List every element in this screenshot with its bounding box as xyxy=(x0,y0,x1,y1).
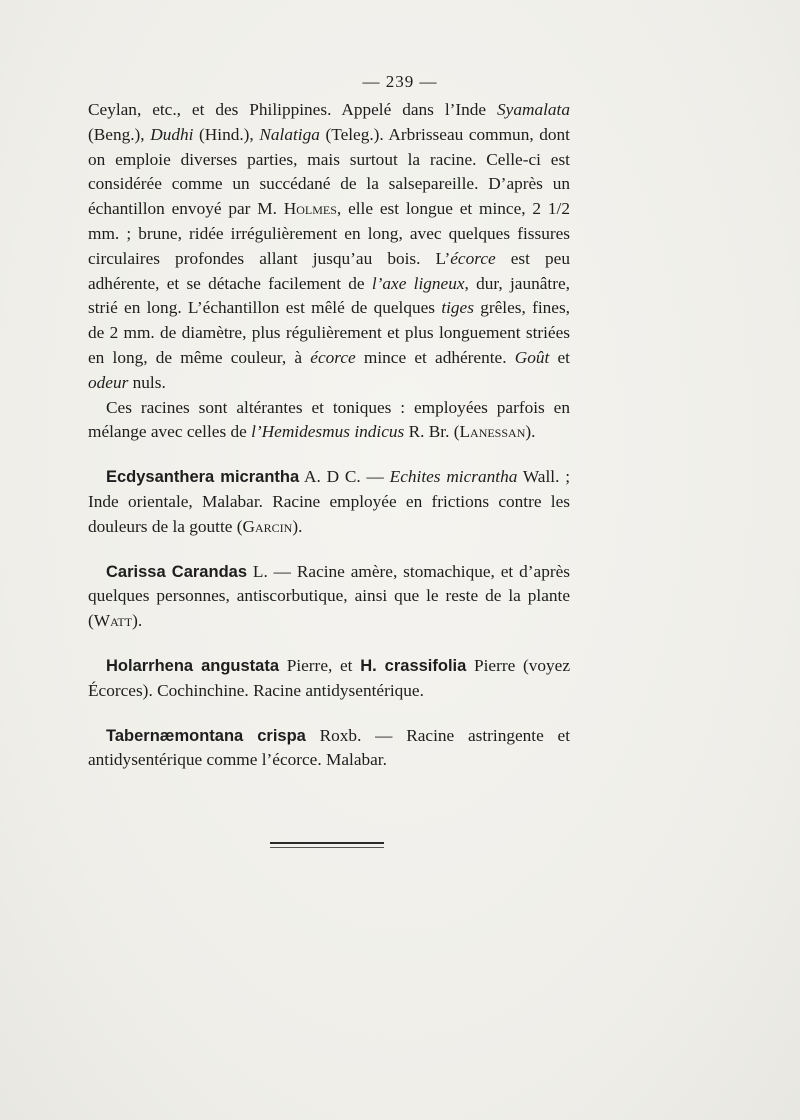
italic-term: Nalatiga xyxy=(259,124,320,144)
text-run: , elle est longue et mince, 2 1/2 mm. ; brune, ridée irrégulièrement en long, avec quelques fissures circulaires profondes allant jusqu’au bois. L’ xyxy=(88,199,570,268)
text-run: L. — Racine amère, stomachique, et d’après quelques personnes, antiscorbutique, ainsi que le reste de la plante ( xyxy=(88,561,570,631)
author-name: Watt xyxy=(93,611,133,631)
italic-term: écorce xyxy=(450,248,496,268)
author-name: Holmes xyxy=(283,199,337,219)
text-run: (Hind.), xyxy=(193,124,260,144)
text-run: Pierre (voyez Écorces). Cochinchine. Racine antidysentérique. xyxy=(88,655,571,700)
text-run: nuls. xyxy=(128,372,166,392)
section-divider xyxy=(270,842,384,844)
text-run: ). xyxy=(292,516,303,536)
species-name: Carissa Carandas xyxy=(106,562,247,581)
entry-holarrhena xyxy=(88,654,570,704)
paragraph-description xyxy=(88,98,570,396)
text-run: Pierre, et xyxy=(279,655,361,675)
italic-term: odeur xyxy=(88,372,129,392)
text-run: et xyxy=(549,347,570,367)
entry-ecdysanthera xyxy=(88,465,570,539)
author-name: Garcin xyxy=(242,516,293,536)
italic-term: Goût xyxy=(514,347,550,367)
italic-term: Dudhi xyxy=(150,124,194,144)
text-run: (Beng.), xyxy=(88,124,151,144)
species-name: H. crassifolia xyxy=(360,656,467,675)
species-name: Ecdysanthera micrantha xyxy=(106,468,300,487)
text-run: mince et adhérente. xyxy=(355,347,515,367)
page-number: — 239 — xyxy=(362,72,438,91)
text-run: R. Br. ( xyxy=(404,422,460,442)
text-run: Wall. ; Inde orientale, Malabar. Racine employée en frictions contre les douleurs de la goutte ( xyxy=(88,467,570,536)
italic-term: Echites micrantha xyxy=(389,467,518,487)
entry-tabernaemontana xyxy=(88,724,570,774)
text-run: Roxb. — Racine astringente et antidysentérique comme l’écorce. Malabar. xyxy=(88,725,570,770)
text-run: ). xyxy=(132,611,143,631)
entry-carissa xyxy=(88,560,570,634)
text-run: , dur, jaunâtre, strié en long. L’échantillon est mêlé de quelques xyxy=(88,273,570,318)
italic-term: l’axe ligneux xyxy=(371,273,465,293)
text-run: Ceylan, etc., et des Philippines. Appelé dans l’Inde xyxy=(88,100,498,119)
species-name: Holarrhena angustata xyxy=(106,656,280,675)
italic-term: écorce xyxy=(310,347,356,367)
text-run: grêles, fines, de 2 mm. de diamètre, plus régulièrement et plus longuement striées en long, de même couleur, à xyxy=(88,298,570,367)
text-run: ). xyxy=(525,422,536,442)
text-run: (Teleg.). Arbrisseau commun, dont on emploie diverses parties, mais surtout la racine. Celle-ci est considérée comme un succédané de la salsepareille. D’après un échantillon envoyé par M. xyxy=(88,124,570,219)
text-run: est peu adhérente, et se détache facilement de xyxy=(88,248,570,293)
author-name: Lanessan xyxy=(459,422,526,442)
italic-term: tiges xyxy=(441,298,474,318)
text-run: A. D C. — xyxy=(299,467,390,487)
species-name: Tabernæmontana crispa xyxy=(106,726,306,745)
paragraph-uses xyxy=(88,396,570,446)
italic-term: Syamalata xyxy=(497,100,570,119)
text-run: Ces racines sont altérantes et toniques : employées parfois en mélange avec celles de xyxy=(88,397,570,442)
page-body xyxy=(88,98,570,773)
italic-term: l’Hemidesmus indicus xyxy=(251,422,405,442)
